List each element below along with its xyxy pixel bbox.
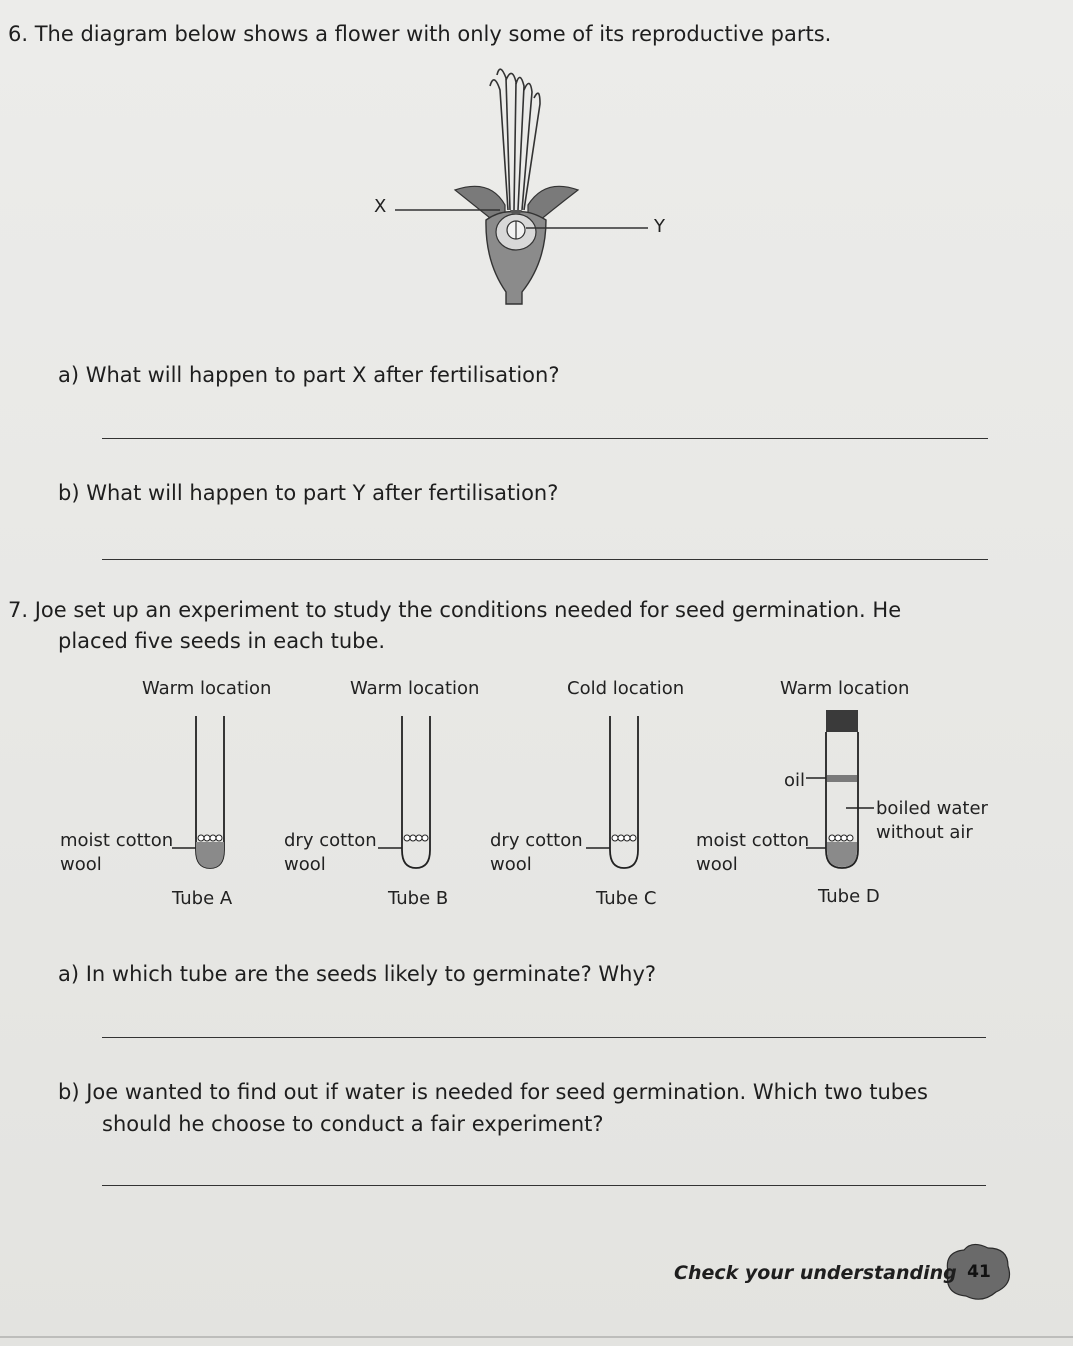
tube-c-location: Cold location — [567, 678, 685, 699]
tube-a-name: Tube A — [172, 888, 233, 909]
tube-d-content-2: wool — [696, 854, 738, 875]
page-bottom-edge — [0, 1336, 1073, 1338]
tube-a-drawing — [172, 716, 224, 868]
q7-part-b-line2: should he choose to conduct a fair experiment? — [102, 1112, 604, 1136]
q6-part-b: b) What will happen to part Y after fertilisation? — [58, 481, 559, 505]
tube-c-content-2: wool — [490, 854, 532, 875]
tube-d-oil-label: oil — [784, 770, 806, 791]
tube-b-drawing — [378, 716, 430, 868]
q7-stem-line2: placed five seeds in each tube. — [58, 629, 386, 653]
stopper — [826, 710, 858, 732]
tube-b-location: Warm location — [350, 678, 480, 699]
tube-a-content-2: wool — [60, 854, 102, 875]
q7-stem-line1: 7. Joe set up an experiment to study the conditions needed for seed germination. He — [8, 598, 902, 622]
answer-line-6b[interactable] — [102, 559, 988, 560]
tube-a-location: Warm location — [142, 678, 272, 699]
label-x: X — [374, 196, 387, 217]
label-y: Y — [654, 216, 665, 237]
tube-c-name: Tube C — [596, 888, 657, 909]
q7-part-b-line1: b) Joe wanted to find out if water is needed for seed germination. Which two tubes — [58, 1080, 928, 1104]
tube-b-content-2: wool — [284, 854, 326, 875]
answer-line-7b[interactable] — [102, 1185, 986, 1186]
check-your-understanding: Check your understanding — [674, 1262, 957, 1284]
tube-c-drawing — [586, 716, 638, 868]
tube-b-content-1: dry cotton — [284, 830, 377, 851]
tube-d-drawing — [806, 710, 874, 868]
tube-d-location: Warm location — [780, 678, 910, 699]
page-number: 41 — [967, 1262, 991, 1282]
tube-d-name: Tube D — [818, 886, 880, 907]
q6-part-a: a) What will happen to part X after fertilisation? — [58, 363, 560, 387]
tube-c-content-1: dry cotton — [490, 830, 583, 851]
tube-d-water-label-2: without air — [876, 822, 973, 843]
answer-line-6a[interactable] — [102, 438, 988, 439]
tube-d-water-label-1: boiled water — [876, 798, 988, 819]
q7-part-a: a) In which tube are the seeds likely to germinate? Why? — [58, 962, 657, 986]
answer-line-7a[interactable] — [102, 1037, 986, 1038]
q6-stem: 6. The diagram below shows a flower with only some of its reproductive parts. — [8, 22, 832, 46]
tube-b-name: Tube B — [388, 888, 449, 909]
tube-a-content-1: moist cotton — [60, 830, 174, 851]
tube-d-content-1: moist cotton — [696, 830, 810, 851]
